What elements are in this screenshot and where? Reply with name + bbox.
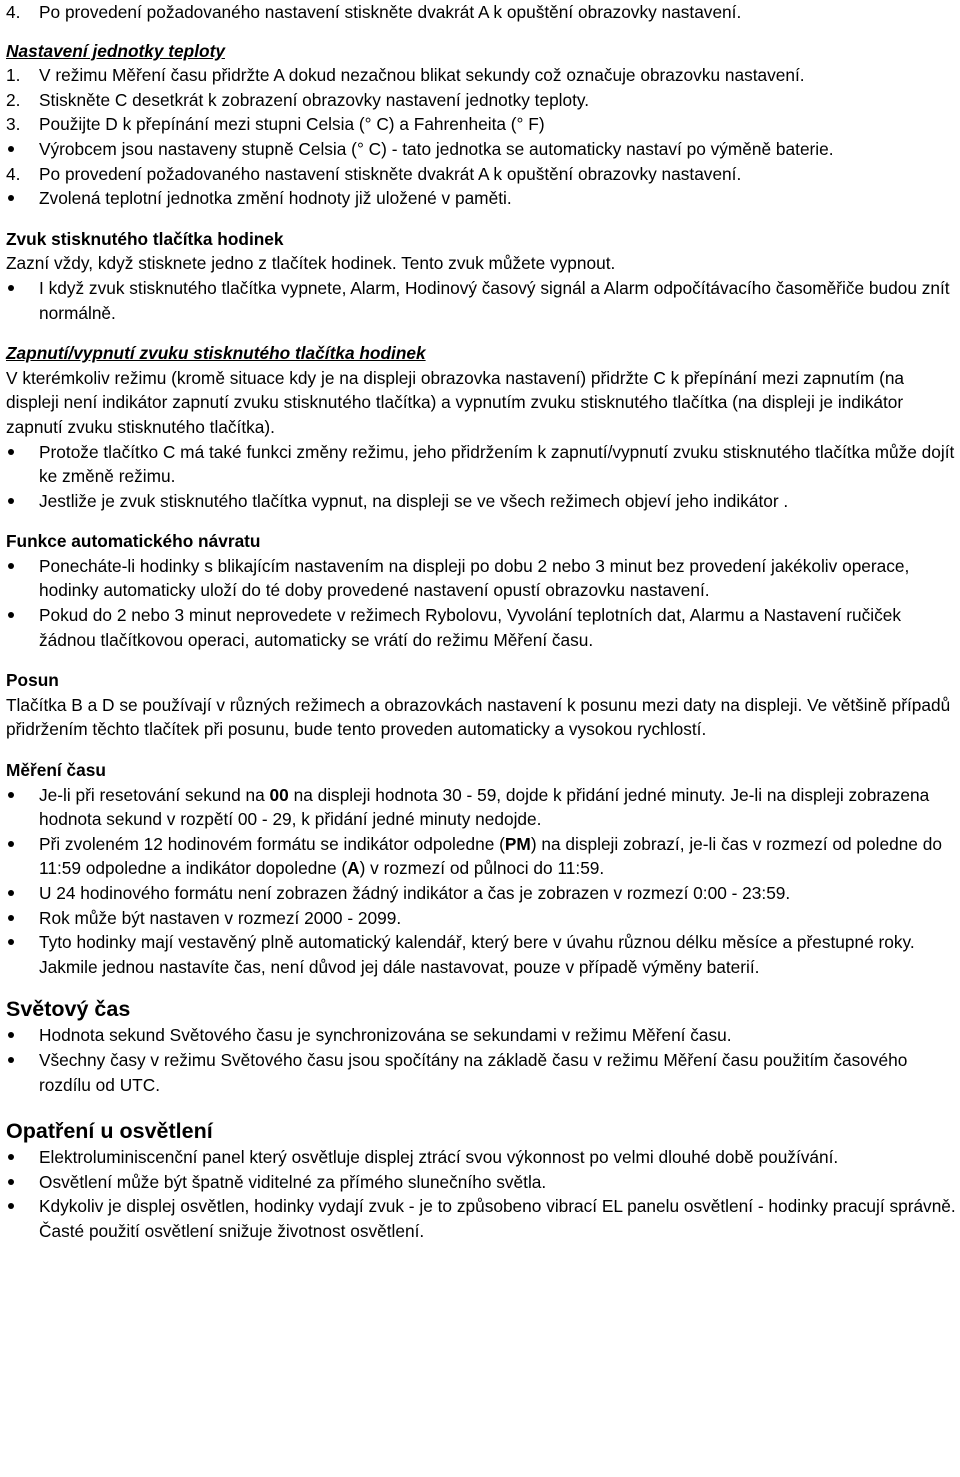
bullet-text: Protože tlačítko C má také funkci změny režimu, jeho přidržením k zapnutí/vypnutí zvuku stisknutého tlačítka může dojít ke změně režimu. xyxy=(39,441,955,487)
list-item xyxy=(6,930,956,979)
bullet-icon xyxy=(6,832,39,881)
bullet-icon xyxy=(6,603,39,652)
bullet-text: Elektroluminiscenční panel který osvětluje displej ztrácí svou výkonnost po velmi dlouhé době používání. xyxy=(39,1147,839,1168)
step-text: Po provedení požadovaného nastavení stiskněte dvakrát A k opuštění obrazovky nastavení. xyxy=(39,2,742,22)
bullet-icon xyxy=(6,1145,39,1170)
bullet-icon xyxy=(6,186,39,211)
bullet-text: Je-li při resetování sekund na 00 na displeji hodnota 30 - 59, dojde k přidání jedné minuty. Je-li na displeji zobrazena hodnota sekund v rozpětí 00 - 29, k přidání jedné minuty nedojde. xyxy=(39,784,930,830)
section-heading-button-sound: Zvuk stisknutého tlačítka hodinek xyxy=(6,228,284,249)
bullet-text: Hodnota sekund Světového času je synchronizována se sekundami v režimu Měření času. xyxy=(39,1025,732,1046)
bullet-text: Tyto hodinky mají vestavěný plně automatický kalendář, který bere v úvahu různou délku měsíce a přestupné roky. Jakmile jednou nastavíte čas, není důvod jej dále nastavovat, pouze v případě výměny baterií. xyxy=(39,932,915,977)
bullet-icon xyxy=(6,906,39,931)
list-item xyxy=(6,1048,956,1097)
bullet-icon xyxy=(6,554,39,603)
list-item xyxy=(6,1170,956,1195)
list-item xyxy=(6,276,956,325)
bullet-icon xyxy=(6,881,39,906)
bullet-icon xyxy=(6,137,39,162)
step-text: Stiskněte C desetkrát k zobrazení obrazovky nastavení jednotky teploty. xyxy=(39,89,590,110)
am-indicator: A xyxy=(347,858,360,879)
section-heading-timekeeping: Měření času xyxy=(6,760,106,781)
list-item xyxy=(6,489,956,514)
bullet-icon xyxy=(6,440,39,489)
pm-indicator: PM xyxy=(504,833,531,854)
bullet-icon xyxy=(6,1048,39,1097)
paragraph: V kterémkoliv režimu (kromě situace kdy je na displeji obrazovka nastavení) přidržte C k přepínání mezi zapnutím (na displeji není indikátor zapnutí zvuku stisknutého tlačítka) a vypnutím zvuku stisknutého tlačítka (na displeji je indikátor zapnutí zvuku stisknutého tlačítka). xyxy=(6,367,905,437)
step-text: V režimu Měření času přidržte A dokud nezačnou blikat sekundy což označuje obrazovku nastavení. xyxy=(39,65,805,86)
bullet-text: Kdykoliv je displej osvětlen, hodinky vydají zvuk - je to způsobeno vibrací EL panelu osvětlení - hodinky pracují správně. Časté použití osvětlení snižuje životnost osvětlení. xyxy=(39,1196,956,1241)
list-item xyxy=(6,0,956,25)
paragraph: Zazní vždy, když stisknete jedno z tlačítek hodinek. Tento zvuk můžete vypnout. xyxy=(6,253,616,274)
list-item xyxy=(6,1145,956,1170)
bullet-icon xyxy=(6,489,39,514)
step-number: 1. xyxy=(6,65,21,86)
bullet-icon xyxy=(6,1194,39,1243)
bullet-text: Osvětlení může být špatně viditelné za přímého slunečního světla. xyxy=(39,1171,547,1192)
section-heading-sound-toggle: Zapnutí/vypnutí zvuku stisknutého tlačítka hodinek xyxy=(6,343,426,364)
section-heading-illumination: Opatření u osvětlení xyxy=(6,1119,213,1144)
step-number: 4. xyxy=(6,163,21,184)
bullet-icon xyxy=(6,930,39,979)
list-item xyxy=(6,137,956,162)
list-item xyxy=(6,440,956,489)
bullet-text: Výrobcem jsou nastaveny stupně Celsia (° C) - tato jednotka se automaticky nastaví po výměně baterie. xyxy=(39,138,834,159)
paragraph: Tlačítka B a D se používají v různých režimech a obrazovkách nastavení k posunu mezi daty na displeji. Ve většině případů přidržením těchto tlačítek při posunu, bude tento proveden automaticky a vysokou rychlostí. xyxy=(6,694,951,740)
section-heading-temp-unit: Nastavení jednotky teploty xyxy=(6,40,225,61)
list-item xyxy=(6,63,956,88)
section-heading-scroll: Posun xyxy=(6,670,59,691)
step-number: 3. xyxy=(6,114,21,135)
step-number: 4. xyxy=(6,2,21,22)
step-text: Po provedení požadovaného nastavení stiskněte dvakrát A k opuštění obrazovky nastavení. xyxy=(39,163,742,184)
bold-value: 00 xyxy=(269,784,289,805)
bullet-text: Rok může být nastaven v rozmezí 2000 - 2099. xyxy=(39,907,402,928)
bullet-text: Jestliže je zvuk stisknutého tlačítka vypnut, na displeji se ve všech režimech objeví jeho indikátor . xyxy=(39,490,789,511)
step-text: Použijte D k přepínání mezi stupni Celsia (° C) a Fahrenheita (° F) xyxy=(39,114,545,135)
list-item xyxy=(6,783,956,832)
bullet-text: Pokud do 2 nebo 3 minut neprovedete v režimech Rybolovu, Vyvolání teplotních dat, Alarmu a Nastavení ručiček žádnou tlačítkovou operaci, automaticky se vrátí do režimu Měření času. xyxy=(39,605,901,650)
list-item xyxy=(6,162,956,187)
bullet-icon xyxy=(6,1023,39,1048)
list-item xyxy=(6,881,956,906)
bullet-icon xyxy=(6,783,39,832)
list-item xyxy=(6,88,956,113)
list-item xyxy=(6,603,956,652)
list-item xyxy=(6,1023,956,1048)
section-heading-auto-return: Funkce automatického návratu xyxy=(6,531,261,552)
bullet-icon xyxy=(6,276,39,325)
list-item xyxy=(6,112,956,137)
bullet-text: Při zvoleném 12 hodinovém formátu se indikátor odpoledne (PM) na displeji zobrazí, je-li čas v rozmezí od poledne do 11:59 odpoledne a indikátor dopoledne (A) v rozmezí od půlnoci do 11:59. xyxy=(39,833,942,879)
bullet-text: I když zvuk stisknutého tlačítka vypnete, Alarm, Hodinový časový signál a Alarm odpočítávacího časoměřiče budou znít normálně. xyxy=(39,277,950,323)
step-number: 2. xyxy=(6,89,21,110)
list-item xyxy=(6,554,956,603)
section-heading-world-time: Světový čas xyxy=(6,997,131,1022)
bullet-text: Všechny časy v režimu Světového času jsou spočítány na základě času v režimu Měření času použitím časového rozdílu od UTC. xyxy=(39,1049,908,1095)
bullet-text: Ponecháte-li hodinky s blikajícím nastavením na displeji po dobu 2 nebo 3 minut bez provedení jakékoliv operace, hodinky automaticky uloží do té doby provedené nastavení opustí obrazovku nastavení. xyxy=(39,555,910,601)
list-item xyxy=(6,1194,956,1243)
list-item xyxy=(6,832,956,881)
list-item xyxy=(6,906,956,931)
bullet-text: Zvolená teplotní jednotka změní hodnoty již uložené v paměti. xyxy=(39,188,512,209)
bullet-icon xyxy=(6,1170,39,1195)
bullet-text: U 24 hodinového formátu není zobrazen žádný indikátor a čas je zobrazen v rozmezí 0:00 - 23:59. xyxy=(39,883,791,903)
list-item xyxy=(6,186,956,211)
